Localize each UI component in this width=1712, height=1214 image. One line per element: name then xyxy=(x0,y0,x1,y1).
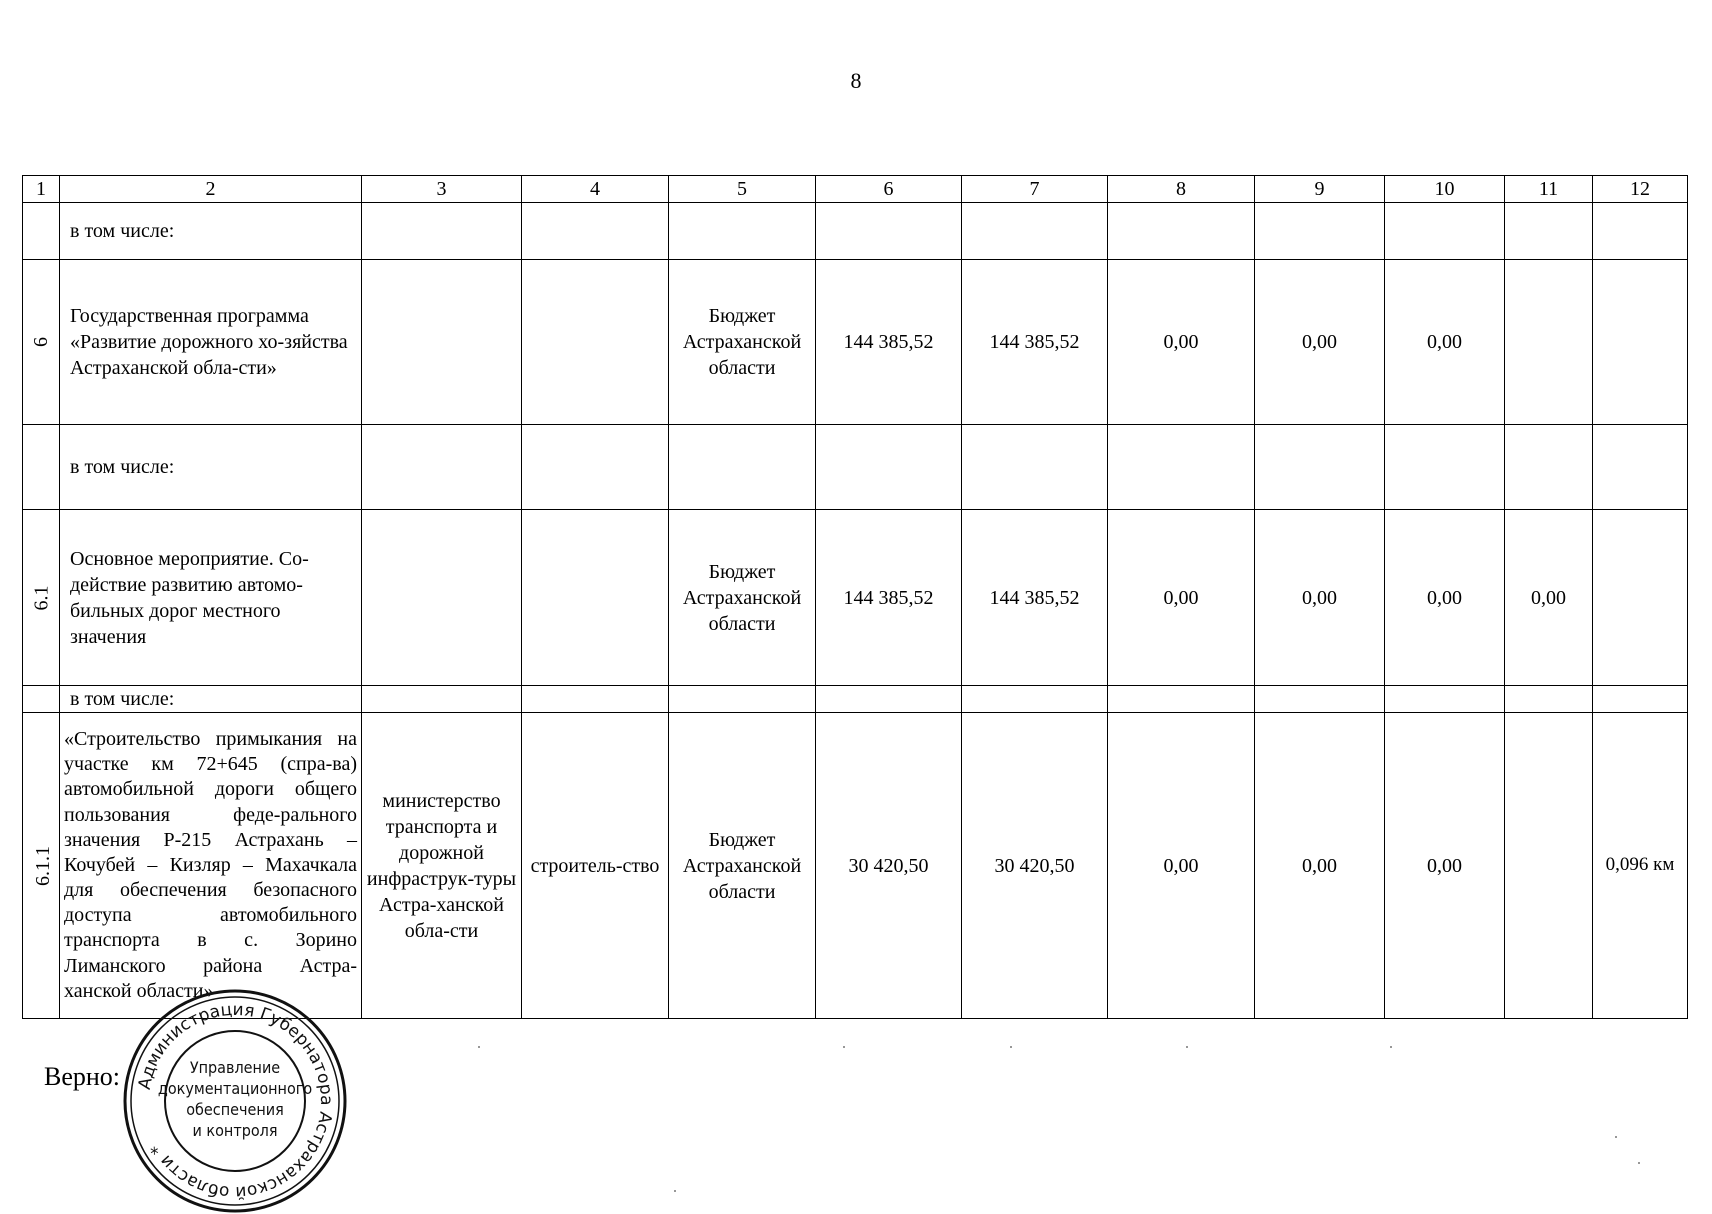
row-name-cell: Основное мероприятие. Со-действие развитию автомо-бильных дорог местного значения xyxy=(60,510,362,686)
table-cell: 144 385,52 xyxy=(816,260,962,425)
header-cell: 12 xyxy=(1593,176,1688,203)
table-cell xyxy=(1593,510,1688,686)
table-cell: 30 420,50 xyxy=(816,713,962,1019)
budget-table xyxy=(22,175,1688,1019)
table-cell xyxy=(1108,425,1255,510)
table-cell xyxy=(362,203,522,260)
table-row xyxy=(23,425,1688,510)
table-cell xyxy=(669,425,816,510)
table-cell xyxy=(962,203,1108,260)
table-cell xyxy=(1385,425,1505,510)
table-cell xyxy=(816,425,962,510)
header-cell: 7 xyxy=(962,176,1108,203)
table-cell xyxy=(816,686,962,713)
table-cell: Бюджет Астраханской области xyxy=(669,260,816,425)
scan-speck xyxy=(674,1190,676,1192)
table-row xyxy=(23,510,1688,686)
table-cell: 0,096 км xyxy=(1593,713,1688,1019)
scan-speck xyxy=(1638,1162,1640,1164)
row-number-cell xyxy=(23,203,60,260)
table-cell: 0,00 xyxy=(1108,510,1255,686)
table-cell: строитель-ство xyxy=(522,713,669,1019)
header-cell: 6 xyxy=(816,176,962,203)
row-number-cell xyxy=(23,686,60,713)
table-cell: 30 420,50 xyxy=(962,713,1108,1019)
table-cell xyxy=(1255,425,1385,510)
table-cell xyxy=(1505,425,1593,510)
table-cell: 0,00 xyxy=(1255,510,1385,686)
header-cell: 9 xyxy=(1255,176,1385,203)
row-name-cell: в том числе: xyxy=(60,425,362,510)
table-cell: 144 385,52 xyxy=(962,510,1108,686)
table-header-row xyxy=(23,176,1688,203)
header-cell: 3 xyxy=(362,176,522,203)
scan-speck xyxy=(1186,1046,1188,1048)
scan-speck xyxy=(1615,1136,1617,1138)
table-row xyxy=(23,203,1688,260)
table-cell xyxy=(522,686,669,713)
row-number-cell: 6.1 xyxy=(23,510,60,686)
table-cell: 144 385,52 xyxy=(962,260,1108,425)
row-name-cell: в том числе: xyxy=(60,686,362,713)
row-name-cell: в том числе: xyxy=(60,203,362,260)
table-cell xyxy=(1505,260,1593,425)
table-cell xyxy=(962,686,1108,713)
table-cell xyxy=(1108,686,1255,713)
scan-speck xyxy=(478,1046,480,1048)
table-cell xyxy=(522,510,669,686)
table-cell xyxy=(522,425,669,510)
table-row xyxy=(23,260,1688,425)
stamp-outer-text: Администрация Губернатора Астраханской области * xyxy=(134,999,337,1203)
stamp-line: Управление xyxy=(189,1058,281,1077)
table-cell: 0,00 xyxy=(1108,260,1255,425)
table-cell xyxy=(1505,713,1593,1019)
verno-label: Верно: xyxy=(44,1062,121,1091)
table-cell xyxy=(669,203,816,260)
table-cell: министерство транспорта и дорожной инфраструк-туры Астра-ханской обла-сти xyxy=(362,713,522,1019)
table-cell xyxy=(522,260,669,425)
table-cell: 0,00 xyxy=(1505,510,1593,686)
table-row xyxy=(23,713,1688,1019)
table-cell: 0,00 xyxy=(1385,713,1505,1019)
table-cell: 0,00 xyxy=(1385,510,1505,686)
scan-speck xyxy=(1390,1046,1392,1048)
row-name-cell: «Строительство примыкания на участке км 72+645 (спра-ва) автомобильной дороги общего пользования феде-рального значения Р-215 Астрахань – Кочубей – Кизляр – Махачкала для обеспечения безопасного доступа автомобильного транспорта в с. Зорино Лиманского района Астра-ханской области» xyxy=(60,713,362,1019)
table-cell: Бюджет Астраханской области xyxy=(669,510,816,686)
page-number: 8 xyxy=(850,68,862,93)
table-cell xyxy=(362,686,522,713)
row-number-cell xyxy=(23,425,60,510)
table-cell xyxy=(816,203,962,260)
table-row xyxy=(23,686,1688,713)
table-cell xyxy=(1593,260,1688,425)
table-cell xyxy=(1593,686,1688,713)
stamp-line: обеспечения xyxy=(186,1100,284,1119)
table-cell xyxy=(362,425,522,510)
table-cell: 144 385,52 xyxy=(816,510,962,686)
row-number-cell: 6.1.1 xyxy=(23,713,60,1019)
table-cell: 0,00 xyxy=(1108,713,1255,1019)
table-cell xyxy=(1505,686,1593,713)
table-cell xyxy=(1385,203,1505,260)
header-cell: 11 xyxy=(1505,176,1593,203)
table-cell xyxy=(1385,686,1505,713)
scan-speck xyxy=(1010,1046,1012,1048)
table-cell xyxy=(362,260,522,425)
table-cell: 0,00 xyxy=(1385,260,1505,425)
official-stamp xyxy=(122,988,348,1214)
table-cell xyxy=(962,425,1108,510)
table-cell xyxy=(1505,203,1593,260)
scan-speck xyxy=(843,1046,845,1048)
stamp-line: и контроля xyxy=(192,1121,278,1140)
table-cell xyxy=(1255,203,1385,260)
table-cell: 0,00 xyxy=(1255,713,1385,1019)
header-cell: 4 xyxy=(522,176,669,203)
table-cell: 0,00 xyxy=(1255,260,1385,425)
header-cell: 5 xyxy=(669,176,816,203)
table-cell xyxy=(1255,686,1385,713)
table-cell xyxy=(1593,203,1688,260)
header-cell: 10 xyxy=(1385,176,1505,203)
header-cell: 2 xyxy=(60,176,362,203)
header-cell: 1 xyxy=(23,176,60,203)
table-cell xyxy=(522,203,669,260)
table-cell xyxy=(669,686,816,713)
stamp-line: документационного xyxy=(157,1079,313,1098)
table-cell: Бюджет Астраханской области xyxy=(669,713,816,1019)
row-number-cell: 6 xyxy=(23,260,60,425)
header-cell: 8 xyxy=(1108,176,1255,203)
table-cell xyxy=(1108,203,1255,260)
table-cell xyxy=(1593,425,1688,510)
table-cell xyxy=(362,510,522,686)
row-name-cell: Государственная программа «Развитие дорожного хо-зяйства Астраханской обла-сти» xyxy=(60,260,362,425)
